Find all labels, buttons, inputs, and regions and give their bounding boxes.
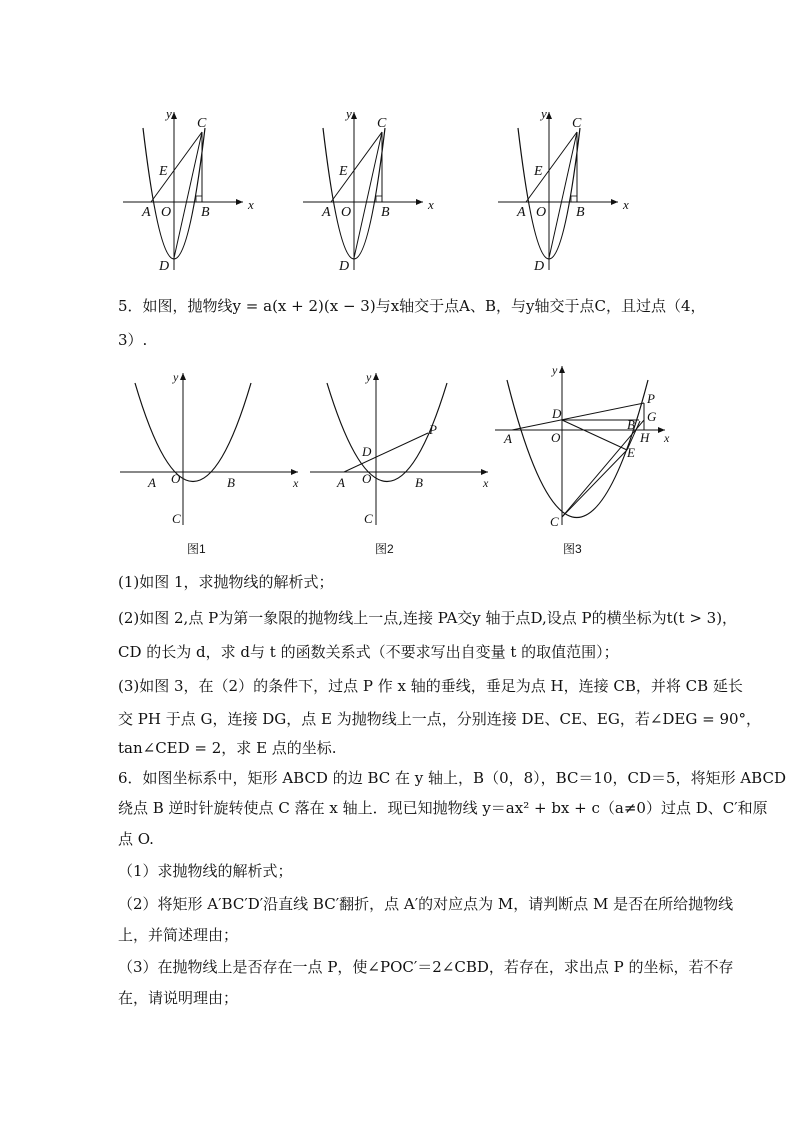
problem6-statement-line2: 绕点 B 逆时针旋转使点 C 落在 x 轴上．现已知抛物线 y＝ax² + bx + c（a≠0）过点 D、C′和原 [118,799,768,817]
point-a-label: A [322,205,331,220]
origin-label: O [536,205,547,220]
point-b-label: B [227,475,235,490]
point-h-label: H [640,430,650,445]
point-d-label: D [159,259,170,274]
figure-caption-3: 图3 [563,542,582,556]
y-axis-label: y [346,106,352,121]
y-axis-label: y [366,370,372,384]
x-axis-label: x [483,476,489,490]
origin-label: O [171,471,181,486]
point-g-label: G [647,409,657,424]
x-axis-label: x [623,197,629,212]
point-b-label: B [201,205,210,220]
x-axis-label: x [293,476,299,490]
problem6-question-2-line2: 上，并简述理由； [118,926,239,944]
problem6-question-3-line1: （3）在抛物线上是否存在一点 P，使∠POC′＝2∠CBD，若存在，求出点 P 的坐标，若不存 [118,958,734,976]
origin-label: O [362,471,372,486]
x-axis-label: x [428,197,434,212]
point-d-label: D [552,406,562,421]
problem5-figure-1 [115,365,305,530]
problem5-question-3-line1: (3)如图 3，在（2）的条件下，过点 P 作 x 轴的垂线，垂足为点 H，连接 CB，并将 CB 延长 [118,677,743,695]
problem5-figure-2 [305,365,495,530]
point-d-label: D [339,259,350,274]
problem5-question-3-line3: tan∠CED = 2，求 E 点的坐标. [118,739,337,757]
point-a-label: A [504,431,512,446]
point-e-label: E [159,164,168,179]
problem6-question-3-line2: 在，请说明理由； [118,989,239,1007]
y-axis-label: y [541,106,547,121]
point-b-label: B [415,475,423,490]
problem5-statement-line2: 3）. [118,331,148,349]
point-b-label: B [627,417,635,432]
point-d-label: D [534,259,545,274]
problem6-question-2-line1: （2）将矩形 A′BC′D′沿直线 BC′翻折，点 A′的对应点为 M，请判断点 M 是否在所给抛物线 [118,895,734,913]
point-c-label: C [550,514,559,529]
problem5-statement-line1: 5．如图，抛物线y = a(x + 2)(x − 3)与x轴交于点A、B，与y轴交于点C，且过点（4， [118,297,706,315]
figure-caption-1: 图1 [187,542,206,556]
problem5-question-3-line2: 交 PH 于点 G，连接 DG，点 E 为抛物线上一点，分别连接 DE、CE、EG，若∠DEG = 90°， [118,710,762,728]
point-b-label: B [381,205,390,220]
problem6-statement-line3: 点 O. [118,830,154,848]
problem6-question-1: （1）求抛物线的解析式； [118,862,293,880]
problem5-question-2-line1: (2)如图 2,点 P为第一象限的抛物线上一点,连接 PA交y 轴于点D,设点 P的横坐标为t(t > 3)， [118,609,738,627]
point-c-label: C [364,511,373,526]
problem5-figure-3 [490,360,675,535]
point-e-label: E [339,164,348,179]
point-c-label: C [377,116,387,131]
origin-label: O [551,430,561,445]
problem5-question-1: (1)如图 1，求抛物线的解析式； [118,573,334,591]
point-a-label: A [142,205,151,220]
point-e-label: E [534,164,543,179]
point-a-label: A [337,475,345,490]
x-axis-label: x [248,197,254,212]
point-d-label: D [362,444,372,459]
origin-label: O [161,205,172,220]
top-figure-1 [118,100,258,280]
top-figure-3 [493,100,633,280]
point-a-label: A [148,475,156,490]
x-axis-label: x [664,431,670,445]
point-p-label: P [429,422,437,437]
point-c-label: C [197,116,207,131]
point-e-label: E [627,445,635,460]
point-b-label: B [576,205,585,220]
figure-caption-2: 图2 [375,542,394,556]
point-p-label: P [647,391,655,406]
y-axis-label: y [166,106,172,121]
point-c-label: C [572,116,582,131]
problem5-question-2-line2: CD 的长为 d，求 d与 t 的函数关系式（不要求写出自变量 t 的取值范围）； [118,643,619,661]
top-figure-2 [298,100,438,280]
problem6-statement-line1: 6．如图坐标系中，矩形 ABCD 的边 BC 在 y 轴上，B（0，8），BC＝10，CD＝5，将矩形 ABCD [118,769,786,787]
origin-label: O [341,205,352,220]
y-axis-label: y [173,370,179,384]
point-a-label: A [517,205,526,220]
point-c-label: C [172,511,181,526]
y-axis-label: y [552,363,558,377]
